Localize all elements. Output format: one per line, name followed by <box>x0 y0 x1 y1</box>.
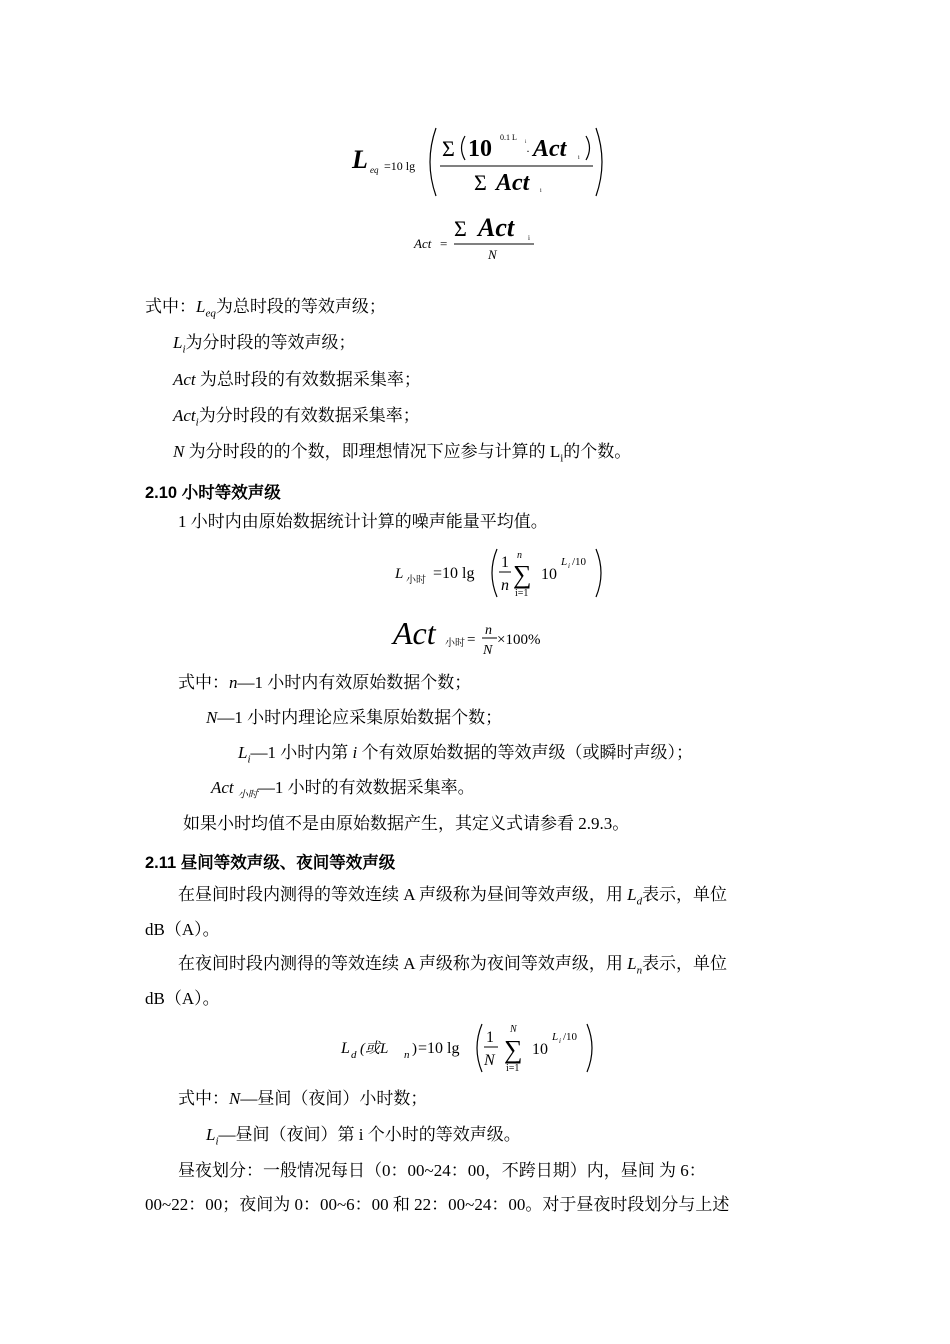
sigma-bottom: Σ <box>474 170 487 195</box>
lh-exp: L <box>561 556 568 568</box>
def2-act: Act $_{小时}$—1 小时的有效数据采集率。 <box>211 778 475 801</box>
right-paren <box>596 128 602 196</box>
ten-exponent: 0.1 L <box>500 133 517 142</box>
ldn-ten: 10 <box>532 1041 548 1058</box>
acth-symbol: Act <box>393 615 436 651</box>
act-top: Act <box>533 136 567 162</box>
def-li: $L_i$为分时段的等效声级； <box>173 333 356 356</box>
formula-leq <box>350 122 610 202</box>
ten-base: 10 <box>468 136 492 162</box>
sec211-p2-cont: dB（A）。 <box>145 989 220 1008</box>
ldn-sum-top: N <box>510 1024 517 1035</box>
ldn-close: ) <box>412 1041 417 1057</box>
ldn-d: d <box>351 1049 357 1061</box>
sec211-p2: 在夜间时段内测得的等效连续 A 声级称为夜间等效声级，用 $L_n$表示，单位 <box>178 954 728 977</box>
leq-symbol: L <box>352 145 368 174</box>
ldn-exp-sub: i <box>559 1037 561 1045</box>
leq-equals: =10 lg <box>384 159 416 173</box>
ldn-exp-suffix: /10 <box>563 1031 578 1043</box>
lh-sigma: ∑ <box>513 560 532 589</box>
ldn-L: L <box>341 1040 350 1057</box>
daynight-line-1: 昼夜划分：一般情况每日（0：00~24：00，不跨日期）内，昼间 为 6： <box>178 1161 706 1180</box>
act-numerator: Act <box>478 213 515 242</box>
def-leq: 式中：$L_{eq}$为总时段的等效声级； <box>145 297 386 320</box>
section-heading-2-10: 2.10 小时等效声级 <box>145 484 281 502</box>
ldn-right-paren <box>587 1024 592 1072</box>
formula-ld-ln <box>338 1020 598 1080</box>
acth-rest: ×100% <box>497 632 541 648</box>
act-top-sub: i <box>578 155 580 161</box>
section-2-10-intro: 1 小时内由原始数据统计计算的噪声能量平均值。 <box>178 512 548 531</box>
act-denominator: N <box>488 247 497 262</box>
ldn-exp: L <box>552 1031 559 1043</box>
def2-li: $L_i—1$ 小时内第 i 个有效原始数据的等效声级（或瞬时声级）； <box>238 743 694 766</box>
acth-num: n <box>485 623 492 638</box>
sigma-top: Σ <box>442 136 455 161</box>
dot: · <box>526 144 530 158</box>
sec211-p1-cont: dB（A）。 <box>145 920 220 939</box>
acth-equals: = <box>467 632 476 648</box>
lh-n: n <box>501 577 509 594</box>
lh-left-paren <box>492 549 497 597</box>
section-heading-2-11: 2.11 昼间等效声级、夜间等效声级 <box>145 854 396 872</box>
ldn-sum-bottom: i=1 <box>506 1063 520 1074</box>
act-bottom: Act <box>496 170 530 196</box>
act-equals: = <box>440 236 448 251</box>
ldn-left-paren <box>477 1024 482 1072</box>
lh-subscript: 小时 <box>406 575 426 586</box>
lh-sum-bottom: i=1 <box>515 588 529 599</box>
act-bottom-sub: i <box>540 188 542 194</box>
lh-exp-suffix: /10 <box>572 556 587 568</box>
sec211-p1: 在昼间时段内测得的等效连续 A 声级称为昼间等效声级，用 $L_d$表示，单位 <box>178 885 728 908</box>
act-numerator-sub: i <box>528 234 530 242</box>
left-paren <box>430 128 436 196</box>
formula-l-hour <box>393 545 613 605</box>
lh-equals: =10 lg <box>433 565 475 582</box>
lh-symbol: L <box>395 566 404 582</box>
def-acti: Act$_i$为分时段的有效数据采集率； <box>173 406 420 429</box>
lh-one: 1 <box>501 554 509 571</box>
acth-den: N <box>483 643 493 658</box>
def2-note: 如果小时均值不是由原始数据产生，其定义式请参看 2.9.3。 <box>183 814 630 833</box>
def3-N: 式中：N—昼间（夜间）小时数； <box>178 1089 428 1108</box>
ldn-mid: (或L <box>360 1041 389 1057</box>
ldn-equals: =10 lg <box>418 1040 460 1057</box>
daynight-line-2: 00~22：00；夜间为 0：00~6：00 和 22：00~24：00。对于昼夜时段划分与上述 <box>145 1195 730 1214</box>
def2-n: 式中：n—1 小时内有效原始数据个数； <box>178 673 472 692</box>
ldn-one: 1 <box>486 1029 494 1046</box>
ldn-sigma: ∑ <box>504 1035 523 1064</box>
lh-exp-sub: i <box>568 562 570 570</box>
inner-left-paren <box>462 136 466 160</box>
ten-exponent-sub: i <box>525 140 527 145</box>
def2-N: N—1 小时内理论应采集原始数据个数； <box>206 708 503 727</box>
formula-act <box>412 206 552 266</box>
lh-sum-top: n <box>517 550 522 561</box>
lh-ten: 10 <box>541 566 557 583</box>
lh-right-paren <box>596 549 601 597</box>
act-sigma: Σ <box>454 216 467 241</box>
ldn-n: n <box>404 1049 410 1061</box>
act-symbol: Act <box>414 236 432 251</box>
def3-li: $L_i—$昼间（夜间）第 i 个小时的等效声级。 <box>206 1125 521 1148</box>
formula-act-hour <box>393 612 573 662</box>
acth-subscript: 小时 <box>445 638 465 649</box>
inner-right-paren <box>586 136 590 160</box>
leq-subscript: eq <box>370 165 379 175</box>
ldn-N: N <box>484 1052 495 1069</box>
def-n: N 为分时段的的个数，即理想情况下应参与计算的 $L_i$的个数。 <box>173 442 632 465</box>
def-act: Act 为总时段的有效数据采集率； <box>173 370 421 389</box>
